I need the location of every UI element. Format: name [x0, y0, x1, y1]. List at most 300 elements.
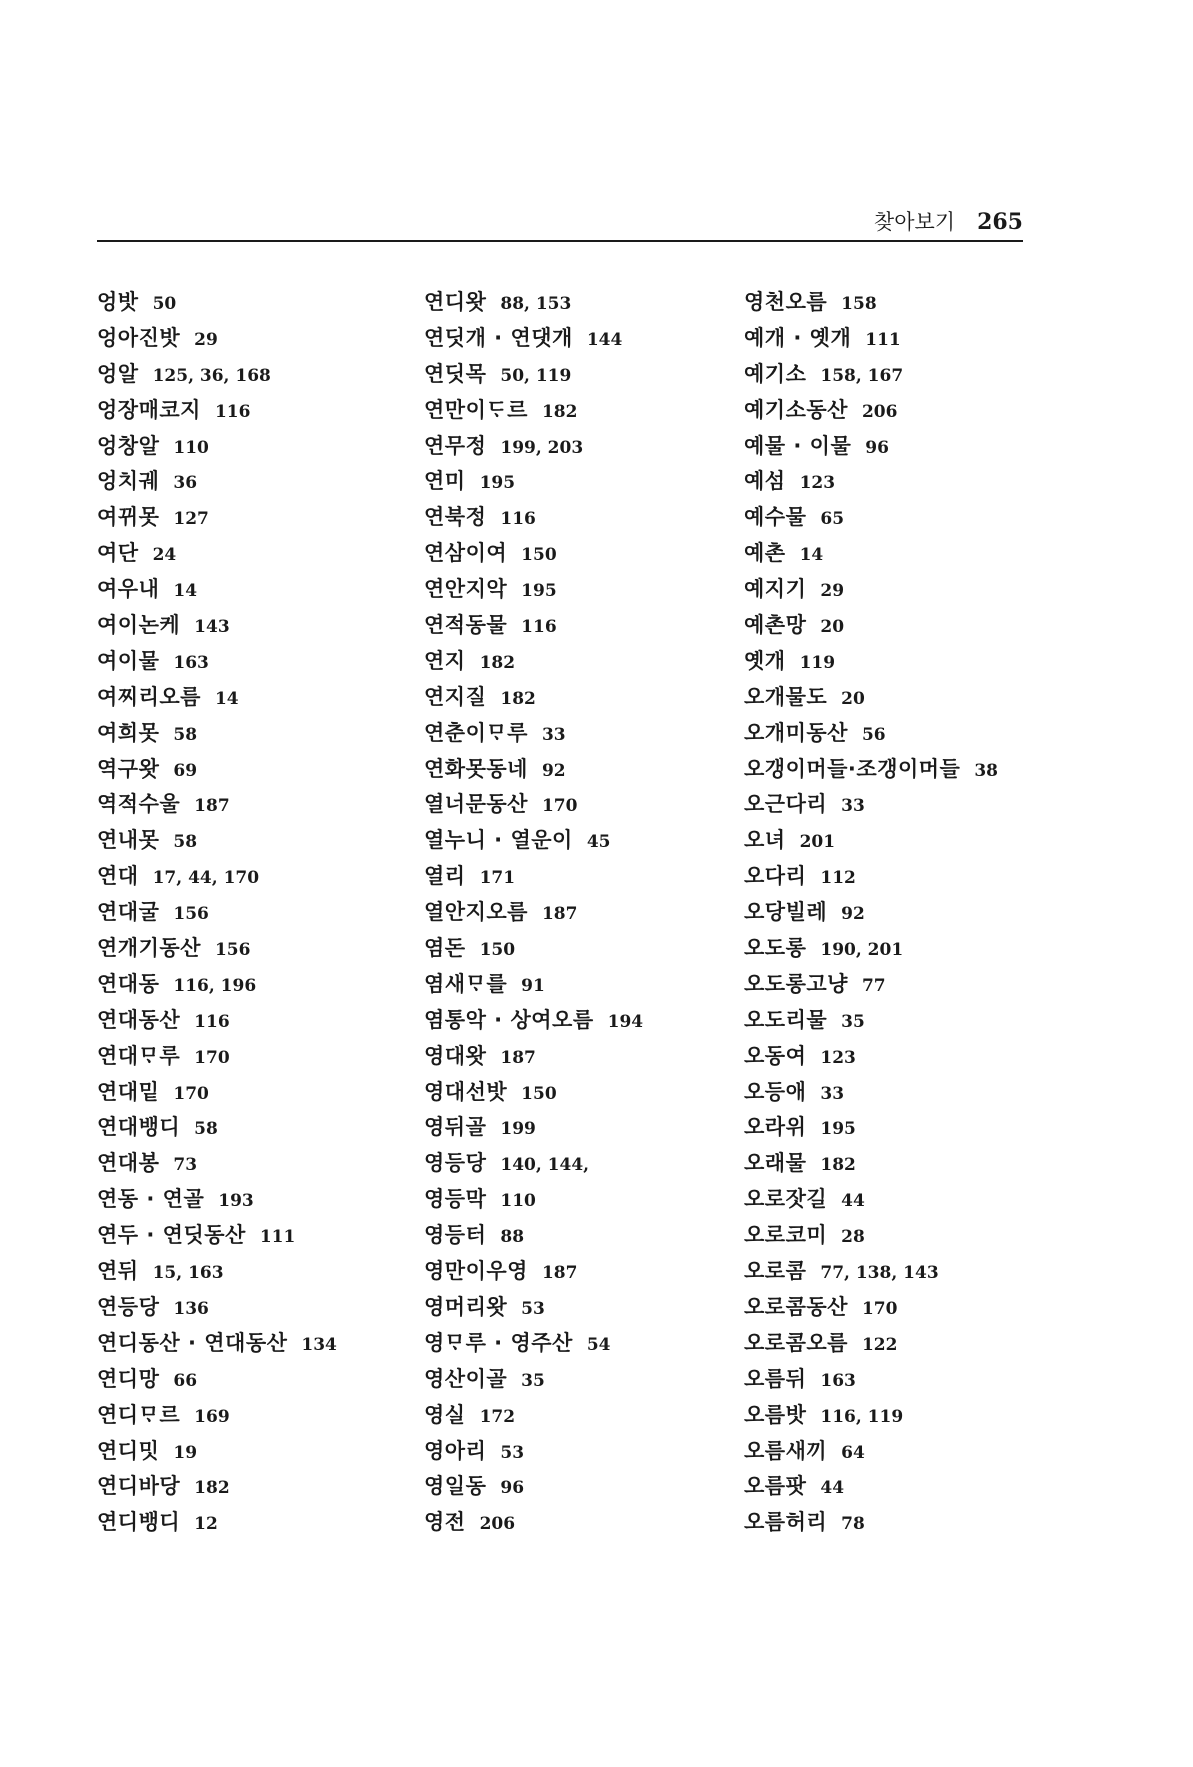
index-page-refs: 182	[820, 1155, 856, 1176]
index-entry	[97, 644, 337, 680]
index-term: 예개 · 옛개	[744, 325, 852, 350]
index-term: 오름밧	[744, 1402, 807, 1427]
index-term: 영등막	[424, 1187, 487, 1212]
index-entry	[424, 967, 643, 1003]
index-entry	[97, 1434, 337, 1470]
index-term: 영뒤골	[424, 1115, 487, 1140]
index-term: 영대왓	[424, 1043, 487, 1068]
index-entry	[424, 608, 643, 644]
index-entry	[744, 1146, 998, 1182]
index-term: 옛개	[744, 648, 786, 673]
index-term: 연디왓	[424, 290, 487, 314]
index-entry	[97, 1182, 337, 1218]
index-term: 오근다리	[744, 792, 828, 817]
index-entry	[424, 716, 643, 752]
index-term: 예물 · 이물	[744, 433, 852, 458]
index-page-refs: 14	[173, 581, 198, 602]
index-entry	[424, 1362, 643, 1398]
index-term: 엉밧	[97, 290, 139, 314]
index-entry	[744, 1110, 998, 1146]
index-page-refs: 17, 44, 170	[152, 868, 260, 889]
index-term: 예섬	[744, 469, 786, 494]
index-entry	[97, 967, 337, 1003]
index-entry	[97, 1290, 337, 1326]
index-column-3	[744, 285, 998, 1541]
index-page-refs: 206	[861, 401, 898, 422]
index-term: 오래물	[744, 1151, 807, 1176]
index-entry	[424, 500, 643, 536]
index-entry	[744, 1505, 998, 1541]
index-entry	[744, 429, 998, 465]
index-entry	[744, 680, 998, 716]
index-entry	[97, 429, 337, 465]
index-page-refs: 140, 144,	[500, 1155, 590, 1176]
index-page-refs: 92	[841, 904, 865, 925]
index-term: 영일동	[424, 1474, 487, 1499]
index-term: 영대선밧	[424, 1079, 508, 1104]
index-entry	[424, 1110, 643, 1146]
index-page-refs: 116	[214, 401, 251, 422]
index-entry	[744, 1039, 998, 1075]
index-term: 연북정	[424, 505, 487, 530]
index-term: 영등터	[424, 1223, 487, 1248]
index-entry	[744, 572, 998, 608]
index-entry	[424, 1398, 643, 1434]
index-entry	[744, 393, 998, 429]
index-entry	[424, 859, 643, 895]
index-term: 연춘이ᄆᆞ루	[424, 720, 528, 745]
index-page-refs: 122	[861, 1334, 898, 1355]
index-page-refs: 44	[820, 1478, 845, 1499]
index-page-refs: 116	[500, 509, 536, 530]
index-entry	[744, 500, 998, 536]
index-term: 여찌리오름	[97, 684, 201, 709]
index-page-refs: 88, 153	[500, 294, 572, 314]
index-term: 예수물	[744, 505, 807, 530]
index-column-1	[97, 285, 337, 1541]
index-term: 열리	[424, 864, 466, 889]
index-entry	[744, 357, 998, 393]
index-term: 열안지오름	[424, 900, 528, 925]
index-term: 연대밑	[97, 1079, 160, 1104]
index-page-refs: 182	[500, 688, 536, 709]
index-entry	[424, 1182, 643, 1218]
index-term: 오개물도	[744, 684, 828, 709]
index-entry	[424, 1039, 643, 1075]
index-entry	[744, 716, 998, 752]
index-page-refs: 77, 138, 143	[820, 1263, 939, 1284]
index-page-refs: 73	[173, 1155, 198, 1176]
index-term: 연딧목	[424, 361, 487, 386]
index-entry	[744, 1290, 998, 1326]
index-page-refs: 163	[173, 652, 209, 673]
index-entry	[424, 1254, 643, 1290]
index-entry	[97, 608, 337, 644]
page-number: 265	[977, 209, 1023, 235]
index-page-refs: 96	[500, 1478, 525, 1499]
index-entry	[744, 536, 998, 572]
index-page-refs: 110	[500, 1191, 536, 1212]
index-page-refs: 116	[194, 1011, 230, 1032]
index-page-refs: 172	[479, 1406, 516, 1427]
index-page-refs: 193	[218, 1191, 254, 1212]
index-page-refs: 150	[521, 545, 557, 566]
index-page-refs: 123	[820, 1047, 856, 1068]
index-page-refs: 111	[865, 329, 901, 350]
index-entry	[97, 1469, 337, 1505]
index-page-refs: 33	[841, 796, 865, 817]
index-term: 영머리왓	[424, 1294, 508, 1319]
index-entry	[744, 321, 998, 357]
index-term: 여우내	[97, 577, 160, 602]
index-term: 연대	[97, 864, 139, 889]
index-page-refs: 19	[173, 1442, 198, 1463]
index-term: 연두 · 연딧동산	[97, 1223, 246, 1248]
index-term: 오로잣길	[744, 1187, 828, 1212]
index-term: 연디뱅디	[97, 1510, 181, 1535]
index-entry	[424, 1434, 643, 1470]
index-page-refs: 170	[541, 796, 578, 817]
index-term: 예기소동산	[744, 397, 848, 422]
index-entry	[424, 1003, 643, 1039]
index-page-refs: 53	[500, 1442, 525, 1463]
index-entry	[97, 1362, 337, 1398]
index-term: 연디밋	[97, 1438, 160, 1463]
index-term: 예지기	[744, 577, 807, 602]
index-term: 오도롱	[744, 936, 807, 961]
index-page-refs: 44	[841, 1191, 865, 1212]
index-term: 오갱이머들·조갱이머들	[744, 756, 961, 781]
index-page-refs: 156	[173, 904, 209, 925]
index-page-refs: 116, 119	[820, 1406, 904, 1427]
index-page-refs: 20	[841, 688, 865, 709]
index-term: 영천오름	[744, 290, 828, 314]
index-term: 예촌	[744, 541, 786, 566]
index-term: 오라위	[744, 1115, 807, 1140]
index-term: 연내못	[97, 828, 160, 853]
index-page-refs: 144	[586, 329, 623, 350]
index-page-refs: 45	[586, 832, 611, 853]
index-page-refs: 15, 163	[152, 1263, 224, 1284]
index-term: 오도롱고냥	[744, 971, 848, 996]
index-entry	[744, 1003, 998, 1039]
index-page-refs: 171	[479, 868, 516, 889]
index-columns	[97, 285, 1057, 1545]
index-term: 역구왓	[97, 756, 160, 781]
index-page-refs: 58	[173, 832, 198, 853]
index-entry	[424, 1075, 643, 1111]
index-page-refs: 92	[541, 760, 566, 781]
index-page-refs: 199, 203	[500, 437, 584, 458]
index-term: 염통악 · 상여오름	[424, 1007, 594, 1032]
index-term: 오름뒤	[744, 1366, 807, 1391]
index-term: 오다리	[744, 864, 807, 889]
index-term: 여뀌못	[97, 505, 160, 530]
index-entry	[97, 895, 337, 931]
index-entry	[97, 500, 337, 536]
index-term: 오도리물	[744, 1007, 828, 1032]
index-entry	[744, 895, 998, 931]
index-page-refs: 29	[194, 329, 218, 350]
index-entry	[424, 644, 643, 680]
index-term: 여단	[97, 541, 139, 566]
index-entry	[97, 357, 337, 393]
index-term: 엉알	[97, 361, 139, 386]
index-page-refs: 50	[152, 294, 177, 314]
index-page-refs: 190, 201	[820, 940, 904, 961]
index-page-refs: 150	[479, 940, 516, 961]
index-page-refs: 35	[521, 1370, 545, 1391]
index-entry	[744, 1254, 998, 1290]
index-entry	[424, 1469, 643, 1505]
index-page-refs: 36	[173, 473, 198, 494]
index-page-refs: 163	[820, 1370, 856, 1391]
index-entry	[97, 1505, 337, 1541]
index-page-refs: 111	[259, 1227, 296, 1248]
index-page-refs: 38	[974, 760, 999, 781]
index-term: 여희못	[97, 720, 160, 745]
index-term: 연지질	[424, 684, 487, 709]
index-page-refs: 195	[820, 1119, 856, 1140]
index-page-refs: 116, 196	[173, 975, 257, 996]
index-page-refs: 194	[607, 1011, 644, 1032]
index-page-refs: 33	[820, 1083, 845, 1104]
index-term: 연화못동네	[424, 756, 528, 781]
index-term: 오로콤	[744, 1259, 807, 1284]
index-term: 연디ᄆᆞ르	[97, 1402, 181, 1427]
index-page-refs: 65	[820, 509, 845, 530]
index-page-refs: 136	[173, 1298, 209, 1319]
index-entry	[97, 393, 337, 429]
index-term: 예촌망	[744, 613, 807, 638]
index-entry	[424, 393, 643, 429]
index-page-refs: 187	[541, 904, 578, 925]
index-page-refs: 206	[479, 1514, 516, 1535]
index-page-refs: 77	[861, 975, 886, 996]
index-entry	[97, 680, 337, 716]
index-page-refs: 134	[301, 1334, 337, 1355]
index-entry	[744, 752, 998, 788]
index-term: 연동 · 연골	[97, 1187, 205, 1212]
index-term: 연대뱅디	[97, 1115, 181, 1140]
index-entry	[424, 823, 643, 859]
index-page-refs: 158, 167	[820, 365, 904, 386]
index-entry	[97, 536, 337, 572]
index-entry	[744, 1434, 998, 1470]
index-entry	[97, 787, 337, 823]
index-page-refs: 187	[500, 1047, 536, 1068]
index-entry	[424, 429, 643, 465]
index-term: 연대동	[97, 971, 160, 996]
index-page-refs: 14	[214, 688, 239, 709]
index-entry	[97, 321, 337, 357]
index-term: 영산이골	[424, 1366, 508, 1391]
index-term: 연만이ᄃᆞ르	[424, 397, 528, 422]
index-page-refs: 96	[865, 437, 889, 458]
index-entry	[424, 787, 643, 823]
index-entry	[744, 1326, 998, 1362]
index-page-refs: 14	[799, 545, 824, 566]
index-entry	[744, 1398, 998, 1434]
index-page-refs: 54	[586, 1334, 611, 1355]
index-term: 오로콤동산	[744, 1294, 848, 1319]
index-term: 오름새끼	[744, 1438, 828, 1463]
index-entry	[97, 285, 337, 321]
header-rule	[97, 240, 1023, 242]
index-term: 연무정	[424, 433, 487, 458]
index-term: 오당빌레	[744, 900, 828, 925]
index-term: 오등애	[744, 1079, 807, 1104]
index-term: 연미	[424, 469, 466, 494]
index-page-refs: 24	[152, 545, 177, 566]
index-page-refs: 12	[194, 1514, 218, 1535]
index-page-refs: 199	[500, 1119, 536, 1140]
index-entry	[744, 931, 998, 967]
index-page-refs: 119	[799, 652, 836, 673]
index-entry	[97, 1254, 337, 1290]
index-entry	[97, 1398, 337, 1434]
index-page-refs: 78	[841, 1514, 865, 1535]
index-term: 연디동산 · 연대동산	[97, 1330, 288, 1355]
running-head	[874, 206, 1023, 238]
index-page-refs: 66	[173, 1370, 198, 1391]
index-page-refs: 201	[799, 832, 836, 853]
index-term: 오름허리	[744, 1510, 828, 1535]
index-term: 엉아진밧	[97, 325, 181, 350]
index-entry	[97, 572, 337, 608]
index-term: 엉창알	[97, 433, 160, 458]
index-term: 연디망	[97, 1366, 160, 1391]
index-entry	[424, 321, 643, 357]
index-term: 연지	[424, 648, 466, 673]
index-term: 오개미동산	[744, 720, 848, 745]
index-term: 여이물	[97, 648, 160, 673]
index-page-refs: 158	[841, 294, 877, 314]
index-entry	[97, 859, 337, 895]
index-term: 오로콤오름	[744, 1330, 848, 1355]
section-title: 찾아보기	[873, 210, 956, 234]
index-entry	[744, 608, 998, 644]
index-page-refs: 112	[820, 868, 856, 889]
index-entry	[97, 1146, 337, 1182]
index-entry	[744, 823, 998, 859]
index-page-refs: 182	[541, 401, 578, 422]
index-entry	[97, 716, 337, 752]
index-term: 영아리	[424, 1438, 487, 1463]
index-term: 오녀	[744, 828, 786, 853]
index-page-refs: 170	[194, 1047, 230, 1068]
index-entry	[424, 1218, 643, 1254]
index-term: 영실	[424, 1402, 466, 1427]
index-page-refs: 187	[194, 796, 230, 817]
index-entry	[744, 285, 998, 321]
index-term: 영등당	[424, 1151, 487, 1176]
index-entry	[424, 1505, 643, 1541]
index-entry	[424, 464, 643, 500]
index-term: 연디바당	[97, 1474, 181, 1499]
index-term: 역적수울	[97, 792, 181, 817]
index-page-refs: 53	[521, 1298, 545, 1319]
index-entry	[744, 967, 998, 1003]
index-page-refs: 69	[173, 760, 198, 781]
index-page-refs: 50, 119	[500, 365, 572, 386]
index-entry	[424, 895, 643, 931]
index-entry	[424, 1326, 643, 1362]
index-entry	[424, 1146, 643, 1182]
index-entry	[97, 1110, 337, 1146]
index-page-refs: 143	[194, 617, 230, 638]
index-page-refs: 91	[521, 975, 545, 996]
index-page-refs: 170	[173, 1083, 209, 1104]
index-page-refs: 170	[861, 1298, 898, 1319]
index-page-refs: 169	[194, 1406, 230, 1427]
index-term: 연대동산	[97, 1007, 181, 1032]
index-term: 연대봉	[97, 1151, 160, 1176]
index-entry	[97, 1326, 337, 1362]
index-page-refs: 58	[173, 724, 198, 745]
index-entry	[424, 931, 643, 967]
index-term: 열누니 · 열운이	[424, 828, 573, 853]
index-entry	[744, 1218, 998, 1254]
index-page-refs: 150	[521, 1083, 557, 1104]
index-term: 연삼이여	[424, 541, 508, 566]
index-term: 연대ᄆᆞ루	[97, 1043, 181, 1068]
index-page-refs: 116	[521, 617, 557, 638]
index-entry	[97, 1075, 337, 1111]
index-term: 연적동물	[424, 613, 508, 638]
index-entry	[424, 357, 643, 393]
index-page-refs: 182	[479, 652, 516, 673]
index-page-refs: 33	[541, 724, 566, 745]
index-term: 오름팟	[744, 1474, 807, 1499]
index-page-refs: 35	[841, 1011, 865, 1032]
index-term: 연딧개 · 연댓개	[424, 325, 573, 350]
index-entry	[97, 931, 337, 967]
index-column-2	[424, 285, 643, 1541]
index-page-refs: 182	[194, 1478, 230, 1499]
index-page-refs: 64	[841, 1442, 865, 1463]
index-entry	[744, 859, 998, 895]
index-page-refs: 187	[541, 1263, 578, 1284]
index-term: 연대굴	[97, 900, 160, 925]
index-page-refs: 125, 36, 168	[152, 365, 271, 386]
index-entry	[97, 752, 337, 788]
index-term: 오로코미	[744, 1223, 828, 1248]
index-page-refs: 58	[194, 1119, 218, 1140]
index-page-refs: 195	[479, 473, 516, 494]
index-entry	[97, 823, 337, 859]
index-entry	[744, 644, 998, 680]
index-entry	[97, 1039, 337, 1075]
index-entry	[424, 1290, 643, 1326]
index-entry	[744, 464, 998, 500]
index-page-refs: 29	[820, 581, 845, 602]
index-entry	[744, 1469, 998, 1505]
index-term: 염새ᄆᆞ를	[424, 971, 508, 996]
index-term: 염돈	[424, 936, 466, 961]
index-page-refs: 156	[214, 940, 251, 961]
index-term: 영ᄆᆞ루 · 영주산	[424, 1330, 573, 1355]
index-page-refs: 28	[841, 1227, 865, 1248]
index-term: 영만이우영	[424, 1259, 528, 1284]
index-term: 엉치궤	[97, 469, 160, 494]
index-page-refs: 20	[820, 617, 845, 638]
index-entry	[424, 680, 643, 716]
index-term: 엉장매코지	[97, 397, 201, 422]
index-term: 오동여	[744, 1043, 807, 1068]
index-page-refs: 123	[799, 473, 836, 494]
index-term: 연뒤	[97, 1259, 139, 1284]
